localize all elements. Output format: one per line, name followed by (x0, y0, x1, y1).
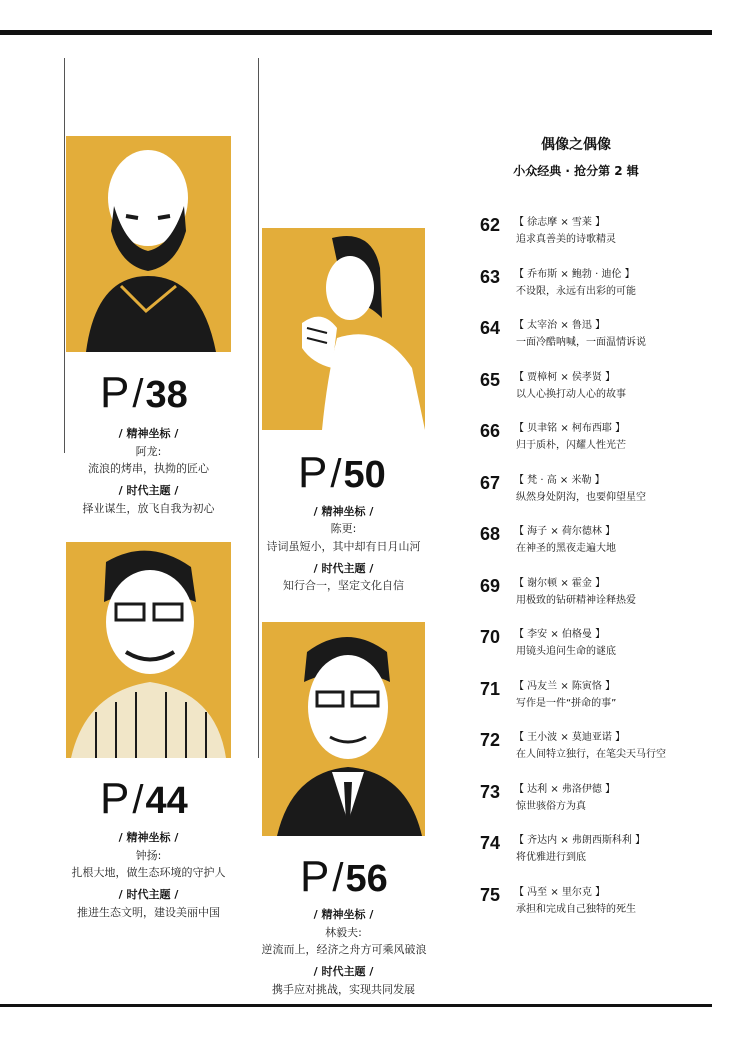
toc-page-number: 65 (480, 369, 501, 390)
spirit-label: / 精神坐标 / (118, 831, 179, 844)
toc-names: 【 达利 × 弗洛伊德 】 (514, 783, 616, 795)
toc-page-number: 73 (480, 781, 501, 802)
toc-item[interactable] (480, 419, 720, 463)
toc-description: 不设限，永远有出彩的可能 (516, 285, 636, 297)
toc-description: 惊世骇俗方为真 (516, 800, 586, 812)
toc-item[interactable] (480, 574, 720, 618)
toc-item[interactable] (480, 265, 720, 309)
page-number-value: 44 (145, 780, 188, 822)
toc-description: 以人心换打动人心的故事 (516, 388, 626, 400)
toc-page-number: 69 (480, 575, 501, 596)
page-number-value: 56 (345, 858, 388, 900)
toc-names: 【 贝聿铭 × 柯布西耶 】 (514, 423, 626, 434)
bottom-rule (0, 1004, 712, 1007)
toc-names: 【 冯至 × 里尔克 】 (514, 886, 606, 898)
toc-item[interactable] (480, 780, 720, 824)
toc-page-number: 74 (480, 833, 501, 853)
toc-description: 归于质朴，闪耀人性光芒 (516, 440, 626, 451)
theme-text: 知行合一，坚定文化自信 (283, 579, 404, 592)
toc-item[interactable] (480, 728, 720, 772)
page-number-38: P/38 (100, 368, 188, 417)
toc-description: 将优雅进行到底 (516, 852, 586, 863)
toc-page-number: 75 (480, 884, 501, 905)
spirit-label: / 精神坐标 / (313, 505, 374, 518)
page-number-value: 50 (343, 454, 386, 496)
column-divider-left (64, 58, 65, 453)
toc-names: 【 贾樟柯 × 侯孝贤 】 (514, 371, 616, 383)
column-divider-middle (258, 58, 259, 758)
toc-names: 【 王小波 × 莫迪亚诺 】 (514, 732, 626, 743)
theme-label: / 时代主题 / (118, 888, 179, 901)
toc-names: 【 李安 × 伯格曼 】 (514, 629, 606, 640)
toc-names: 【 太宰治 × 鲁迅 】 (514, 320, 606, 331)
toc-description: 在神圣的黑夜走遍大地 (516, 543, 616, 554)
toc-title: 偶像之偶像 (541, 137, 611, 153)
person-name: 阿龙: (135, 445, 162, 458)
theme-label: / 时代主题 / (313, 965, 374, 978)
toc-description: 在人间特立独行，在笔尖天马行空 (516, 749, 666, 760)
toc-description: 一面冷酷呐喊，一面温情诉说 (516, 337, 646, 348)
toc-names: 【 冯友兰 × 陈寅恪 】 (514, 680, 616, 692)
spirit-label: / 精神坐标 / (118, 427, 179, 440)
toc-page-number: 64 (480, 318, 501, 338)
toc-page-number: 70 (480, 627, 501, 647)
toc-names: 【 海子 × 荷尔德林 】 (514, 526, 616, 537)
person-quote: 流浪的烤串，执拗的匠心 (88, 462, 209, 475)
toc-page-number: 72 (480, 730, 501, 750)
toc-description: 追求真善美的诗歌精灵 (516, 234, 616, 245)
toc-page-number: 67 (480, 472, 501, 493)
theme-text: 择业谋生，放飞自我为初心 (82, 502, 215, 515)
toc-item[interactable] (480, 831, 720, 875)
page-number-50: P/50 (298, 448, 386, 497)
toc-names: 【 谢尔顿 × 霍金 】 (514, 577, 606, 589)
top-rule (0, 30, 712, 35)
toc-item[interactable] (480, 471, 720, 515)
toc-description: 用镜头追问生命的谜底 (516, 646, 616, 657)
person-name: 陈更: (330, 522, 357, 535)
toc-page-number: 71 (480, 678, 501, 699)
toc-page-number: 63 (480, 266, 501, 287)
toc-item[interactable] (480, 625, 720, 669)
portrait-man-suit (262, 622, 425, 836)
page-number-value: 38 (145, 374, 188, 416)
toc-names: 【 梵 · 高 × 米勒 】 (514, 474, 605, 486)
toc-description: 纵然身处阴沟，也要仰望星空 (516, 491, 646, 503)
person-quote: 诗词虽短小，其中却有日月山河 (266, 540, 421, 553)
toc-names: 【 齐达内 × 弗朗西斯科利 】 (514, 835, 646, 846)
toc-item[interactable] (480, 368, 720, 412)
toc-item[interactable] (480, 677, 720, 721)
page-number-56: P/56 (300, 852, 388, 901)
toc-description: 用极致的钻研精神诠释热爱 (516, 594, 636, 606)
toc-subtitle: 小众经典 · 抢分第 2 辑 (513, 164, 639, 178)
toc-description: 写作是一件“拼命的事” (516, 697, 617, 709)
toc-page-number: 66 (480, 421, 501, 441)
spirit-label: / 精神坐标 / (313, 908, 374, 921)
portrait-woman-praying (262, 228, 425, 430)
toc-item[interactable] (480, 316, 720, 360)
toc-description: 承担和完成自己独特的死生 (516, 903, 636, 915)
theme-label: / 时代主题 / (313, 562, 374, 575)
person-quote: 逆流而上，经济之舟方可乘风破浪 (261, 943, 427, 956)
person-name: 林毅夫: (325, 926, 362, 939)
portrait-man-glasses (66, 542, 231, 758)
toc-names: 【 乔布斯 × 鲍勃 · 迪伦 】 (514, 268, 635, 280)
toc-item[interactable] (480, 213, 720, 257)
toc-page-number: 68 (480, 524, 501, 544)
portrait-bald-man (66, 136, 231, 352)
theme-text: 推进生态文明，建设美丽中国 (77, 906, 220, 919)
toc-names: 【 徐志摩 × 雪莱 】 (514, 217, 606, 228)
page-number-44: P/44 (100, 774, 188, 823)
toc-page-number: 62 (480, 215, 501, 235)
theme-label: / 时代主题 / (118, 484, 179, 497)
person-quote: 扎根大地，做生态环境的守护人 (71, 866, 226, 879)
toc-item[interactable] (480, 522, 720, 566)
person-name: 钟扬: (135, 849, 162, 862)
toc-item[interactable] (480, 883, 720, 927)
theme-text: 携手应对挑战，实现共同发展 (272, 983, 415, 996)
